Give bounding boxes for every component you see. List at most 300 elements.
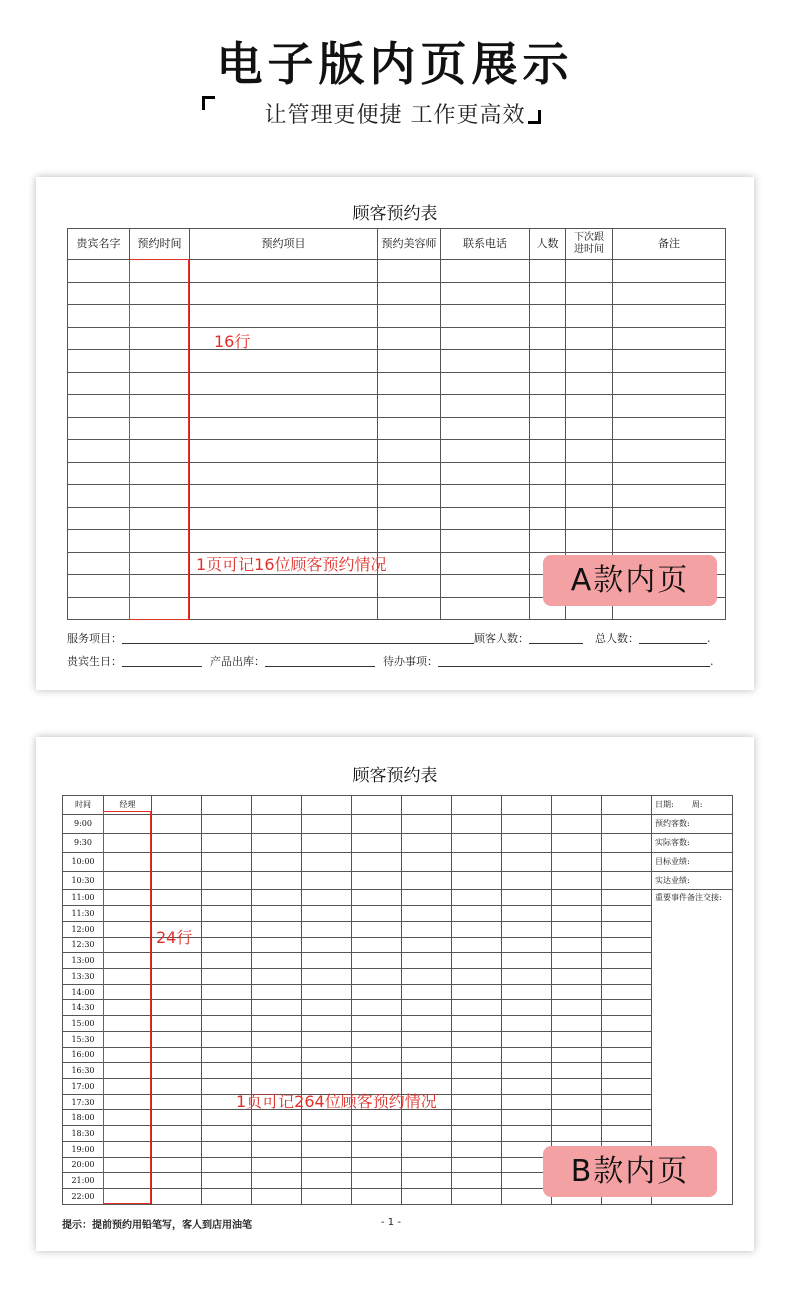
page-b-table-cell[interactable] [402, 1031, 452, 1047]
page-b-table-cell[interactable] [252, 890, 302, 906]
page-b-table-cell[interactable] [302, 1189, 352, 1205]
page-b-table-cell[interactable] [302, 1141, 352, 1157]
page-b-table-cell[interactable] [152, 984, 202, 1000]
page-b-table-cell[interactable] [152, 1047, 202, 1063]
page-b-table-cell[interactable] [502, 1000, 552, 1016]
page-b-table-cell[interactable] [302, 1063, 352, 1079]
page-a-table-cell[interactable] [566, 372, 613, 395]
page-a-table-cell[interactable] [530, 305, 566, 328]
page-b-table-cell[interactable] [602, 968, 652, 984]
page-b-table-cell[interactable] [502, 921, 552, 937]
page-b-table-cell[interactable] [252, 1047, 302, 1063]
page-b-table-cell[interactable] [152, 814, 202, 833]
page-a-table-cell[interactable] [68, 350, 130, 373]
page-b-table-cell[interactable] [152, 871, 202, 890]
page-b-table-cell[interactable] [152, 1157, 202, 1173]
page-a-table-cell[interactable] [68, 575, 130, 598]
page-a-table-cell[interactable] [530, 327, 566, 350]
page-b-table-cell[interactable] [152, 1189, 202, 1205]
page-b-table-cell[interactable] [202, 1189, 252, 1205]
page-b-table-cell[interactable] [602, 833, 652, 852]
page-a-table-cell[interactable] [613, 417, 726, 440]
page-a-table-cell[interactable] [613, 395, 726, 418]
page-b-table-cell[interactable] [302, 871, 352, 890]
page-a-table-cell[interactable] [566, 260, 613, 283]
page-b-table-cell[interactable] [152, 906, 202, 922]
page-a-table-cell[interactable] [530, 462, 566, 485]
page-a-table-cell[interactable] [530, 395, 566, 418]
page-b-table-cell[interactable] [452, 1173, 502, 1189]
page-b-table-cell[interactable] [152, 953, 202, 969]
page-b-table-cell[interactable] [352, 953, 402, 969]
page-b-table-cell[interactable] [602, 1110, 652, 1126]
page-b-table-cell[interactable] [402, 1173, 452, 1189]
page-a-table-cell[interactable] [566, 530, 613, 553]
page-b-table-cell[interactable] [502, 796, 552, 815]
page-a-table-cell[interactable] [190, 440, 378, 463]
page-b-table-cell[interactable] [502, 1094, 552, 1110]
page-a-table-cell[interactable] [530, 417, 566, 440]
page-a-table-cell[interactable] [441, 417, 530, 440]
page-b-table-cell[interactable] [402, 1110, 452, 1126]
page-b-table-cell[interactable] [502, 968, 552, 984]
page-a-table-cell[interactable] [441, 575, 530, 598]
page-b-table-cell[interactable] [552, 906, 602, 922]
page-b-table-cell[interactable] [452, 984, 502, 1000]
page-a-table-cell[interactable] [378, 350, 441, 373]
page-a-table-cell[interactable] [441, 440, 530, 463]
page-b-table-cell[interactable] [502, 906, 552, 922]
page-b-table-cell[interactable] [352, 1189, 402, 1205]
page-a-table-cell[interactable] [378, 327, 441, 350]
page-a-table-cell[interactable] [613, 530, 726, 553]
page-b-table-cell[interactable] [452, 1110, 502, 1126]
page-a-table-cell[interactable] [190, 417, 378, 440]
page-b-table-cell[interactable] [402, 1126, 452, 1142]
page-a-table-cell[interactable] [68, 417, 130, 440]
page-b-table-cell[interactable] [502, 1016, 552, 1032]
page-b-table-cell[interactable] [502, 814, 552, 833]
page-b-table-cell[interactable] [502, 871, 552, 890]
page-b-table-cell[interactable] [602, 852, 652, 871]
page-b-table-cell[interactable] [252, 953, 302, 969]
page-b-table-cell[interactable] [352, 852, 402, 871]
page-b-table-cell[interactable] [202, 1141, 252, 1157]
page-b-table-cell[interactable] [252, 921, 302, 937]
page-a-table-cell[interactable] [441, 327, 530, 350]
page-b-table-cell[interactable] [452, 796, 502, 815]
page-b-table-cell[interactable] [352, 906, 402, 922]
page-b-table-cell[interactable] [252, 833, 302, 852]
page-b-table-cell[interactable] [152, 1141, 202, 1157]
page-b-table-cell[interactable] [452, 921, 502, 937]
page-b-table-cell[interactable] [502, 833, 552, 852]
page-a-table-cell[interactable] [613, 440, 726, 463]
page-b-table-cell[interactable] [502, 1031, 552, 1047]
page-b-table-cell[interactable] [402, 1063, 452, 1079]
page-a-table-cell[interactable] [530, 530, 566, 553]
page-b-table-cell[interactable] [202, 1031, 252, 1047]
page-b-table-cell[interactable] [602, 906, 652, 922]
page-a-table-cell[interactable] [378, 575, 441, 598]
page-b-table-cell[interactable] [402, 890, 452, 906]
page-a-table-cell[interactable] [566, 327, 613, 350]
page-a-table-cell[interactable] [68, 507, 130, 530]
page-b-table-cell[interactable] [452, 1079, 502, 1095]
page-a-table-cell[interactable] [613, 372, 726, 395]
page-a-table-cell[interactable] [530, 440, 566, 463]
page-b-table-cell[interactable] [352, 1126, 402, 1142]
page-b-table-cell[interactable] [302, 968, 352, 984]
page-b-table-cell[interactable] [352, 871, 402, 890]
page-b-table-cell[interactable] [302, 953, 352, 969]
page-a-table-cell[interactable] [613, 485, 726, 508]
page-b-table-cell[interactable] [552, 1047, 602, 1063]
page-b-table-cell[interactable] [452, 937, 502, 953]
page-a-table-cell[interactable] [441, 552, 530, 575]
page-b-table-cell[interactable] [552, 833, 602, 852]
page-b-table-cell[interactable] [252, 1063, 302, 1079]
page-b-table-cell[interactable] [452, 1063, 502, 1079]
page-b-table-cell[interactable] [452, 1126, 502, 1142]
page-a-table-cell[interactable] [378, 305, 441, 328]
page-b-table-cell[interactable] [452, 1000, 502, 1016]
page-b-table-cell[interactable] [552, 984, 602, 1000]
page-a-table-cell[interactable] [190, 350, 378, 373]
page-b-table-cell[interactable] [202, 1000, 252, 1016]
page-b-table-cell[interactable] [502, 953, 552, 969]
page-b-table-cell[interactable] [352, 890, 402, 906]
page-b-table-cell[interactable] [552, 814, 602, 833]
page-a-table-cell[interactable] [190, 507, 378, 530]
page-a-table-cell[interactable] [566, 417, 613, 440]
page-b-table-cell[interactable] [402, 953, 452, 969]
page-b-table-cell[interactable] [302, 906, 352, 922]
page-b-table-cell[interactable] [602, 814, 652, 833]
page-b-table-cell[interactable] [602, 1031, 652, 1047]
page-b-table-cell[interactable] [552, 890, 602, 906]
page-a-table-cell[interactable] [530, 282, 566, 305]
page-b-table-cell[interactable] [602, 796, 652, 815]
page-a-table-cell[interactable] [68, 440, 130, 463]
page-b-table-cell[interactable] [152, 852, 202, 871]
page-b-table-cell[interactable] [202, 833, 252, 852]
page-b-table-cell[interactable] [402, 1189, 452, 1205]
page-b-table-cell[interactable] [202, 984, 252, 1000]
page-a-table-cell[interactable] [566, 462, 613, 485]
page-b-table-cell[interactable] [252, 852, 302, 871]
page-b-table-cell[interactable] [252, 1110, 302, 1126]
page-a-table-cell[interactable] [566, 440, 613, 463]
page-b-table-cell[interactable] [552, 937, 602, 953]
page-b-table-cell[interactable] [302, 984, 352, 1000]
page-a-table-cell[interactable] [378, 530, 441, 553]
page-b-table-cell[interactable] [152, 833, 202, 852]
page-b-table-cell[interactable] [452, 852, 502, 871]
page-b-table-cell[interactable] [202, 814, 252, 833]
page-b-table-cell[interactable] [552, 1000, 602, 1016]
page-b-table-cell[interactable] [202, 1016, 252, 1032]
page-b-table-cell[interactable] [452, 871, 502, 890]
page-a-table-cell[interactable] [441, 260, 530, 283]
page-b-table-cell[interactable] [602, 1000, 652, 1016]
page-b-table-cell[interactable] [452, 1094, 502, 1110]
page-a-table-cell[interactable] [68, 372, 130, 395]
page-b-table-cell[interactable] [352, 833, 402, 852]
page-a-table-cell[interactable] [378, 507, 441, 530]
page-b-table-cell[interactable] [152, 968, 202, 984]
page-a-table-cell[interactable] [566, 395, 613, 418]
page-a-table-cell[interactable] [441, 507, 530, 530]
page-b-table-cell[interactable] [302, 1000, 352, 1016]
page-a-table-cell[interactable] [530, 350, 566, 373]
page-a-table-cell[interactable] [613, 462, 726, 485]
page-b-table-cell[interactable] [152, 1063, 202, 1079]
page-b-table-cell[interactable] [552, 852, 602, 871]
page-a-table-cell[interactable] [613, 507, 726, 530]
page-b-table-cell[interactable] [552, 796, 602, 815]
page-b-table-cell[interactable] [352, 1031, 402, 1047]
page-a-table-cell[interactable] [378, 485, 441, 508]
page-b-table-cell[interactable] [402, 968, 452, 984]
page-a-table-cell[interactable] [530, 372, 566, 395]
page-b-table-cell[interactable] [202, 968, 252, 984]
page-b-table-cell[interactable] [252, 906, 302, 922]
page-b-table-cell[interactable] [402, 937, 452, 953]
page-b-table-cell[interactable] [552, 1031, 602, 1047]
page-b-table-cell[interactable] [352, 1047, 402, 1063]
page-a-table-cell[interactable] [378, 372, 441, 395]
page-a-table-cell[interactable] [566, 507, 613, 530]
page-a-table-cell[interactable] [613, 282, 726, 305]
page-a-table-cell[interactable] [613, 327, 726, 350]
page-a-table-cell[interactable] [190, 597, 378, 620]
page-a-table-cell[interactable] [378, 260, 441, 283]
page-b-table-cell[interactable] [502, 1079, 552, 1095]
page-b-table-cell[interactable] [202, 871, 252, 890]
page-b-table-cell[interactable] [152, 1000, 202, 1016]
page-b-table-cell[interactable] [402, 833, 452, 852]
page-b-table-cell[interactable] [552, 953, 602, 969]
page-a-table-cell[interactable] [613, 305, 726, 328]
page-a-table-cell[interactable] [190, 260, 378, 283]
page-b-table-cell[interactable] [452, 953, 502, 969]
page-a-table-cell[interactable] [190, 462, 378, 485]
page-b-table-cell[interactable] [452, 1016, 502, 1032]
page-b-table-cell[interactable] [252, 1016, 302, 1032]
page-b-table-cell[interactable] [552, 1110, 602, 1126]
page-a-table-cell[interactable] [378, 282, 441, 305]
page-b-table-cell[interactable] [202, 796, 252, 815]
page-b-table-cell[interactable] [152, 796, 202, 815]
page-a-table-cell[interactable] [68, 327, 130, 350]
page-b-table-cell[interactable] [402, 984, 452, 1000]
page-a-table-cell[interactable] [190, 485, 378, 508]
page-b-table-cell[interactable] [352, 1000, 402, 1016]
page-a-table-cell[interactable] [68, 260, 130, 283]
page-b-table-cell[interactable] [352, 1016, 402, 1032]
page-b-table-cell[interactable] [552, 1063, 602, 1079]
page-b-table-cell[interactable] [602, 921, 652, 937]
page-b-table-cell[interactable] [602, 1094, 652, 1110]
page-a-table-cell[interactable] [530, 485, 566, 508]
page-b-table-cell[interactable] [352, 921, 402, 937]
page-a-table-cell[interactable] [566, 305, 613, 328]
page-b-table-cell[interactable] [302, 796, 352, 815]
page-a-table-cell[interactable] [190, 372, 378, 395]
page-b-table-cell[interactable] [452, 890, 502, 906]
page-b-table-cell[interactable] [352, 968, 402, 984]
page-b-table-cell[interactable] [552, 1016, 602, 1032]
page-b-table-cell[interactable] [152, 1094, 202, 1110]
page-b-table-cell[interactable] [602, 1016, 652, 1032]
page-b-table-cell[interactable] [402, 906, 452, 922]
page-b-table-cell[interactable] [302, 814, 352, 833]
page-b-table-cell[interactable] [502, 1063, 552, 1079]
page-b-table-cell[interactable] [352, 1157, 402, 1173]
page-b-table-cell[interactable] [202, 906, 252, 922]
page-b-table-cell[interactable] [202, 937, 252, 953]
page-a-table-cell[interactable] [378, 395, 441, 418]
page-b-table-cell[interactable] [602, 1079, 652, 1095]
page-a-table-cell[interactable] [190, 530, 378, 553]
page-b-table-cell[interactable] [252, 1189, 302, 1205]
page-b-table-cell[interactable] [452, 833, 502, 852]
page-a-table-cell[interactable] [613, 350, 726, 373]
page-a-table-cell[interactable] [378, 597, 441, 620]
page-b-table-cell[interactable] [202, 1126, 252, 1142]
page-b-table-cell[interactable] [152, 1173, 202, 1189]
page-b-table-cell[interactable] [252, 1031, 302, 1047]
page-b-table-cell[interactable] [502, 852, 552, 871]
page-b-table-cell[interactable] [302, 1110, 352, 1126]
page-b-table-cell[interactable] [202, 1110, 252, 1126]
page-a-table-cell[interactable] [190, 305, 378, 328]
page-b-table-cell[interactable] [152, 1031, 202, 1047]
page-a-table-cell[interactable] [441, 305, 530, 328]
page-b-table-cell[interactable] [302, 1173, 352, 1189]
page-a-table-cell[interactable] [68, 305, 130, 328]
page-b-table-cell[interactable] [402, 1141, 452, 1157]
page-b-table-cell[interactable] [252, 1141, 302, 1157]
page-b-table-cell[interactable] [402, 921, 452, 937]
page-b-table-cell[interactable] [202, 921, 252, 937]
page-a-table-cell[interactable] [441, 395, 530, 418]
page-a-table-cell[interactable] [190, 395, 378, 418]
page-a-table-cell[interactable] [378, 440, 441, 463]
page-a-table-cell[interactable] [566, 350, 613, 373]
page-b-table-cell[interactable] [452, 814, 502, 833]
page-b-table-cell[interactable] [452, 1157, 502, 1173]
page-a-table-cell[interactable] [530, 507, 566, 530]
page-b-table-cell[interactable] [202, 1047, 252, 1063]
page-b-table-cell[interactable] [252, 968, 302, 984]
page-b-table-cell[interactable] [252, 1157, 302, 1173]
page-b-table-cell[interactable] [152, 1110, 202, 1126]
page-b-table-cell[interactable] [602, 984, 652, 1000]
page-a-table-cell[interactable] [68, 530, 130, 553]
page-b-table-cell[interactable] [152, 890, 202, 906]
page-b-table-cell[interactable] [252, 1126, 302, 1142]
page-b-table-cell[interactable] [502, 1047, 552, 1063]
page-a-table-cell[interactable] [68, 485, 130, 508]
page-b-table-cell[interactable] [202, 1063, 252, 1079]
page-b-table-cell[interactable] [352, 814, 402, 833]
page-b-table-cell[interactable] [602, 1047, 652, 1063]
page-a-table-cell[interactable] [68, 395, 130, 418]
page-b-table-cell[interactable] [502, 937, 552, 953]
page-b-table-cell[interactable] [402, 1047, 452, 1063]
page-b-table-cell[interactable] [452, 1047, 502, 1063]
page-b-table-cell[interactable] [152, 1126, 202, 1142]
page-b-table-cell[interactable] [402, 1157, 452, 1173]
page-a-table-cell[interactable] [190, 575, 378, 598]
page-b-table-cell[interactable] [552, 1079, 602, 1095]
page-b-table-cell[interactable] [502, 890, 552, 906]
page-a-table-cell[interactable] [566, 282, 613, 305]
page-b-table-cell[interactable] [602, 937, 652, 953]
page-a-table-cell[interactable] [441, 372, 530, 395]
page-b-table-cell[interactable] [402, 852, 452, 871]
page-b-table-cell[interactable] [602, 1063, 652, 1079]
page-b-table-cell[interactable] [552, 1094, 602, 1110]
page-a-table-cell[interactable] [378, 552, 441, 575]
page-b-table-cell[interactable] [552, 1126, 602, 1142]
page-a-table-cell[interactable] [378, 462, 441, 485]
page-b-table-cell[interactable] [252, 796, 302, 815]
page-b-table-cell[interactable] [252, 1173, 302, 1189]
page-a-table-cell[interactable] [441, 597, 530, 620]
page-a-table-cell[interactable] [378, 417, 441, 440]
page-b-table-cell[interactable] [402, 1016, 452, 1032]
page-b-table-cell[interactable] [302, 852, 352, 871]
page-b-table-cell[interactable] [452, 1189, 502, 1205]
page-a-table-cell[interactable] [190, 282, 378, 305]
page-b-table-cell[interactable] [352, 796, 402, 815]
page-b-table-cell[interactable] [252, 871, 302, 890]
page-b-table-cell[interactable] [602, 1126, 652, 1142]
page-b-table-cell[interactable] [402, 871, 452, 890]
page-b-table-cell[interactable] [552, 968, 602, 984]
page-b-table-cell[interactable] [302, 1016, 352, 1032]
page-b-table-cell[interactable] [352, 937, 402, 953]
page-b-table-cell[interactable] [602, 871, 652, 890]
page-a-table-cell[interactable] [441, 462, 530, 485]
page-b-table-cell[interactable] [452, 906, 502, 922]
page-b-table-cell[interactable] [302, 1157, 352, 1173]
page-a-table-cell[interactable] [530, 260, 566, 283]
page-b-table-cell[interactable] [502, 1110, 552, 1126]
page-b-table-cell[interactable] [152, 1016, 202, 1032]
page-a-table-cell[interactable] [441, 530, 530, 553]
page-b-table-cell[interactable] [352, 1063, 402, 1079]
page-b-table-cell[interactable] [352, 984, 402, 1000]
page-b-table-cell[interactable] [602, 890, 652, 906]
page-b-table-cell[interactable] [302, 833, 352, 852]
page-b-table-cell[interactable] [502, 984, 552, 1000]
page-b-table-cell[interactable] [352, 1141, 402, 1157]
page-b-table-cell[interactable] [352, 1173, 402, 1189]
page-b-table-cell[interactable] [302, 890, 352, 906]
page-b-table-cell[interactable] [252, 814, 302, 833]
page-b-table-cell[interactable] [302, 1047, 352, 1063]
page-a-table-cell[interactable] [613, 260, 726, 283]
page-b-table-cell[interactable] [202, 890, 252, 906]
page-b-table-cell[interactable] [502, 1126, 552, 1142]
page-a-table-cell[interactable] [68, 282, 130, 305]
page-a-table-cell[interactable] [441, 485, 530, 508]
page-a-table-cell[interactable] [566, 485, 613, 508]
